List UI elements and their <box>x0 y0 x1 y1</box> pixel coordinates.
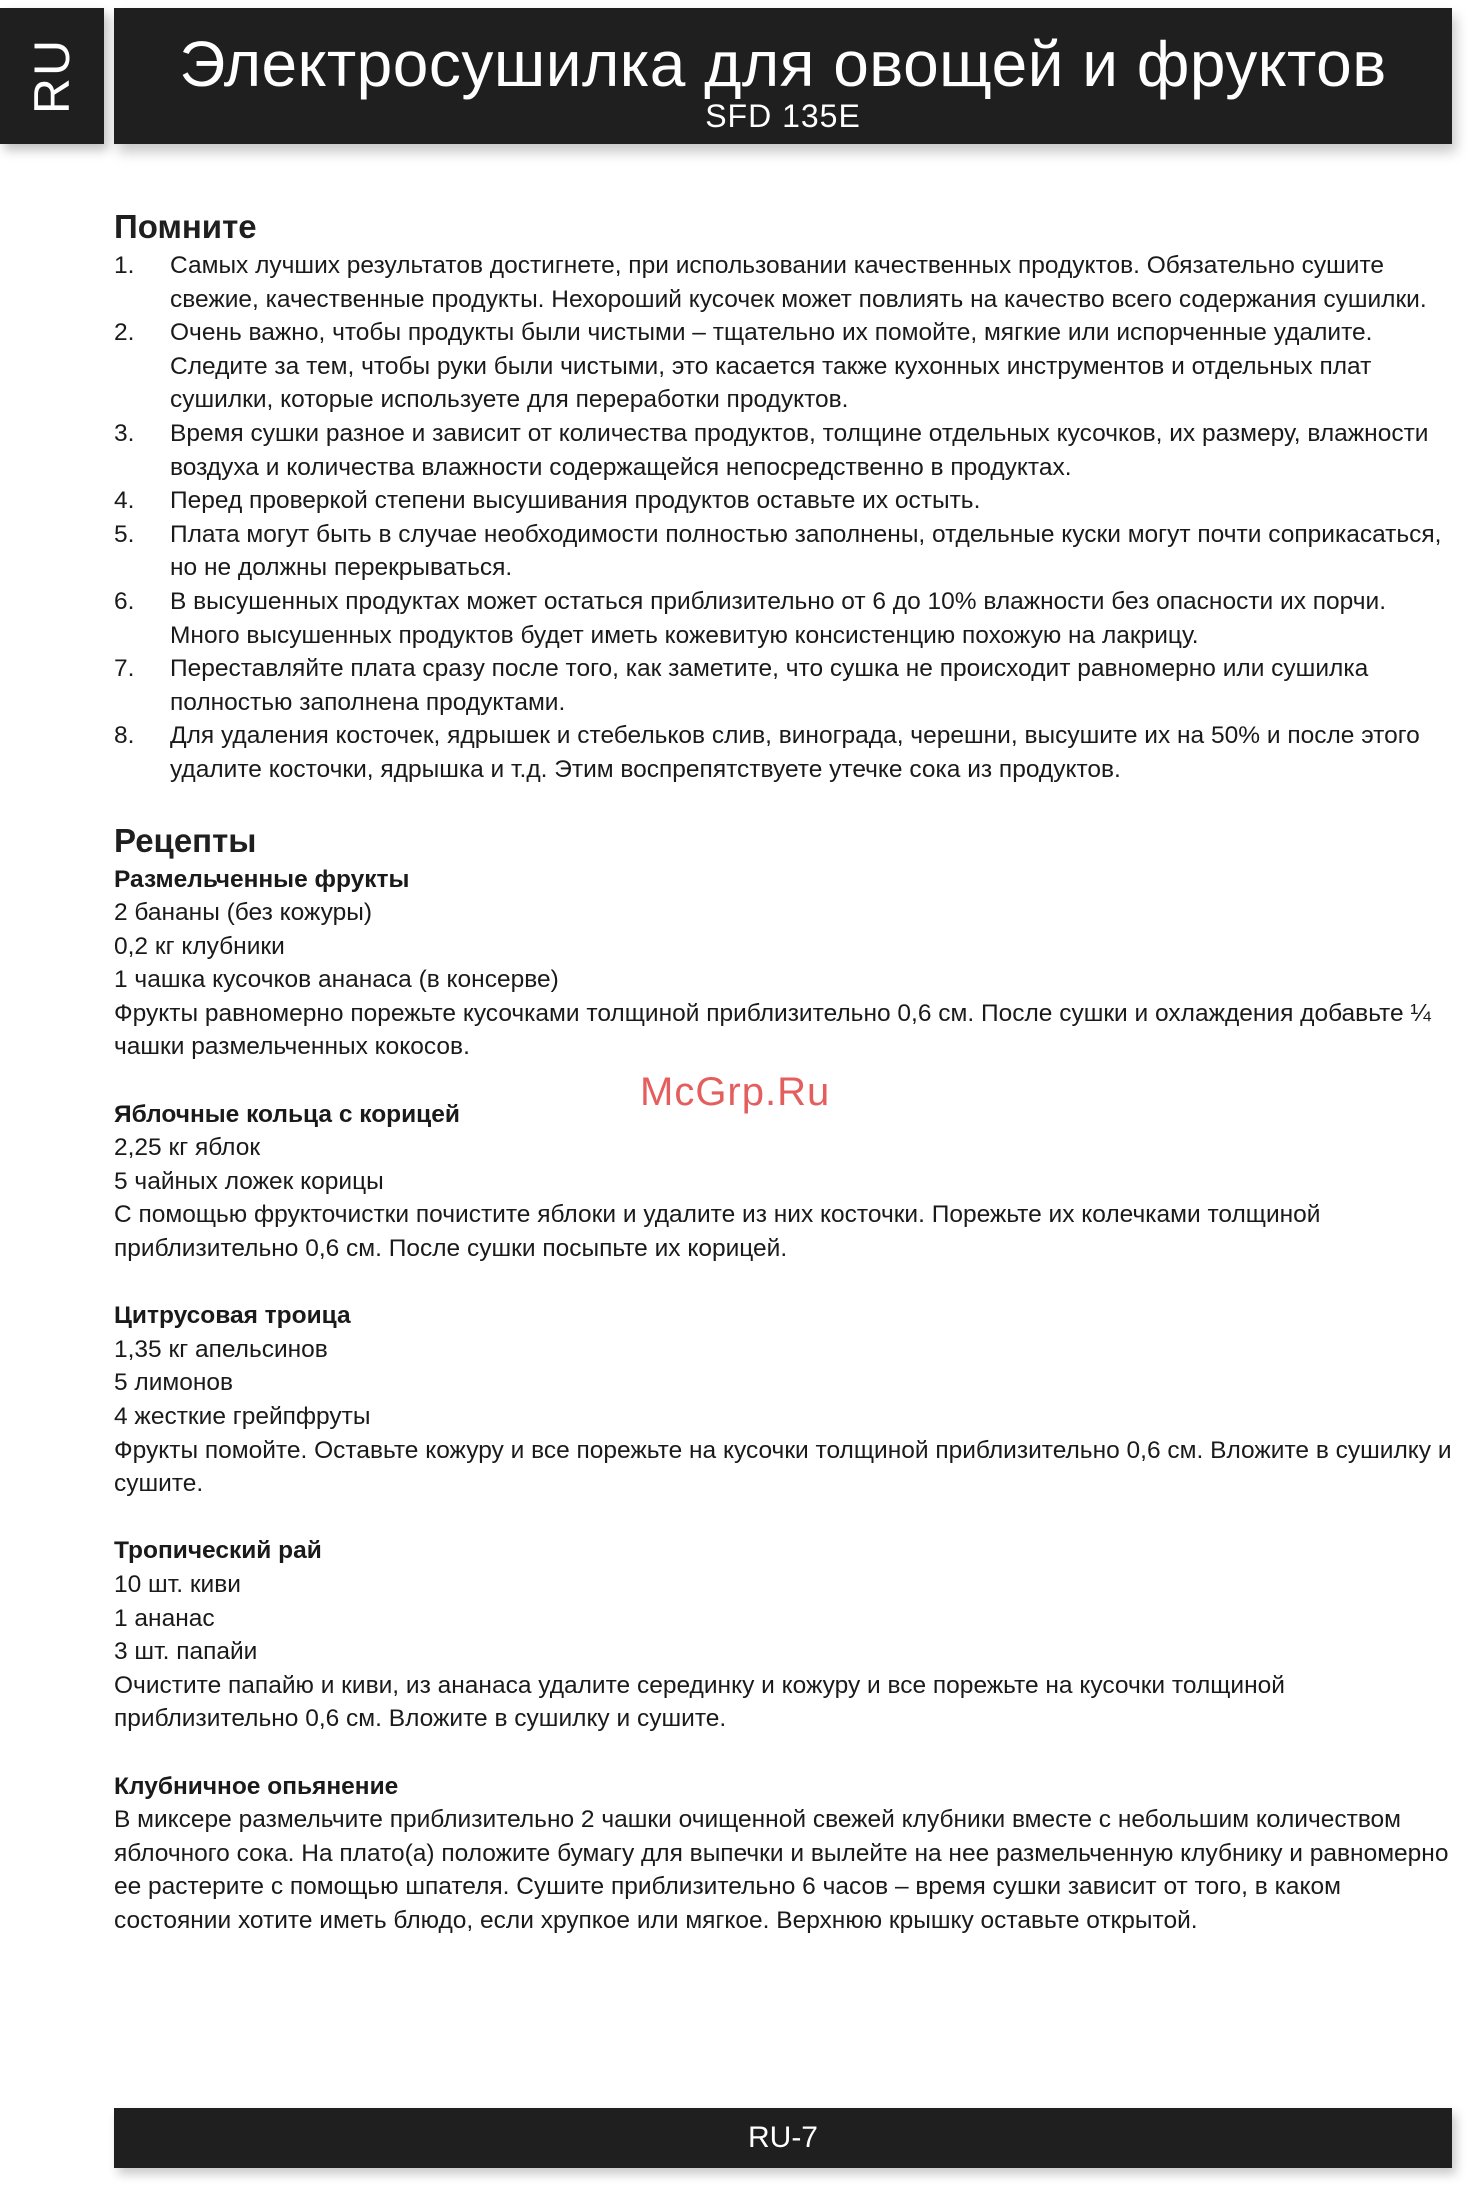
remember-list <box>114 249 1454 787</box>
recipe-ingredient: 10 шт. киви <box>114 1570 241 1598</box>
remember-item <box>114 719 1454 786</box>
remember-item <box>114 484 1454 518</box>
recipe-ingredient: 3 шт. папайи <box>114 1638 258 1666</box>
remember-item-number: 6. <box>114 587 135 615</box>
recipe <box>114 863 1454 1065</box>
recipe <box>114 1299 1454 1501</box>
remember-item-number: 8. <box>114 722 135 750</box>
remember-item-text: Очень важно, чтобы продукты были чистыми – тщательно их помойте, мягкие или испорченные удалите. Следите за тем, чтобы руки были чистыми, это касается также кухонных инструментов и отдельных плат сушилки, которые используете для переработки продуктов. <box>170 319 1373 414</box>
remember-item-number: 2. <box>114 319 135 347</box>
recipe-title: Тропический рай <box>114 1537 322 1565</box>
recipe-instructions: В миксере размельчите приблизительно 2 чашки очищенной свежей клубники вместе с небольшим количеством яблочного сока. На плато(а) положите бумагу для выпечки и вылейте на нее размельченную клубнику и равномерно ее растерите с помощью шпателя. Сушите приблизительно 6 часов – время сушки зависит от того, в каком состоянии хотите иметь блюдо, если хрупкое или мягкое. Верхнюю крышку оставьте открытой. <box>114 1806 1449 1934</box>
recipe-title: Размельченные фрукты <box>114 865 410 893</box>
recipe <box>114 1098 1454 1266</box>
watermark: McGrp.Ru <box>640 1070 831 1114</box>
model-number: SFD 135E <box>705 98 861 134</box>
remember-item <box>114 652 1454 719</box>
language-tab <box>0 8 104 144</box>
recipes-list <box>114 863 1454 1938</box>
remember-item-text: Переставляйте плата сразу после того, как заметите, что сушка не происходит равномерно или сушилка полностью заполнена продуктами. <box>170 655 1369 716</box>
recipe-ingredient: 0,2 кг клубники <box>114 932 285 960</box>
remember-item-text: В высушенных продуктах может остаться приблизительно от 6 до 10% влажности без опасности их порчи. Много высушенных продуктов будет иметь кожевитую консистенцию похожую на лакрицу. <box>170 587 1387 649</box>
remember-item-number: 1. <box>114 252 135 279</box>
recipe-instructions: Очистите папайю и киви, из ананаса удалите серединку и кожуру и все порежьте на кусочки толщиной приблизительно 0,6 см. Вложите в сушилку и сушите. <box>114 1671 1285 1733</box>
remember-item <box>114 249 1454 316</box>
recipe-title: Цитрусовая троица <box>114 1302 351 1330</box>
recipe-ingredient: 1,35 кг апельсинов <box>114 1335 328 1363</box>
recipe-title: Клубничное опьянение <box>114 1772 399 1800</box>
page-footer <box>114 2108 1452 2168</box>
remember-item-text: Перед проверкой степени высушивания продуктов оставьте их остыть. <box>170 487 981 515</box>
remember-item <box>114 316 1454 417</box>
recipe-ingredient: 5 лимонов <box>114 1369 234 1397</box>
recipe-ingredient: 2 бананы (без кожуры) <box>114 899 373 927</box>
remember-heading: Помните <box>114 208 257 245</box>
remember-item <box>114 417 1454 484</box>
language-label: RU <box>24 37 80 115</box>
remember-item <box>114 518 1454 585</box>
recipe-ingredient: 4 жесткие грейпфруты <box>114 1403 371 1430</box>
page-header <box>114 8 1452 144</box>
page-number: RU-7 <box>747 2121 818 2154</box>
recipe <box>114 1770 1454 1938</box>
remember-item-text: Самых лучших результатов достигнете, при использовании качественных продуктов. Обязательно сушите свежие, качественные продукты. Нехороший кусочек может повлиять на качество всего содержания сушилки. <box>170 252 1427 313</box>
recipe-ingredient: 5 чайных ложек корицы <box>114 1167 384 1195</box>
remember-item-number: 4. <box>114 487 135 515</box>
remember-item-text: Плата могут быть в случае необходимости полностью заполнены, отдельные куски могут почти соприкасаться, но не должны перекрываться. <box>170 520 1442 582</box>
remember-item-number: 3. <box>114 419 135 447</box>
recipe-title: Яблочные кольца с корицей <box>114 1100 460 1128</box>
recipe-ingredient: 1 ананас <box>114 1604 215 1632</box>
remember-item-text: Для удаления косточек, ядрышек и стебельков слив, винограда, черешни, высушите их на 50% и после этого удалите косточки, ядрышка и т.д. Этим воспрепятствуете утечке сока из продуктов. <box>170 722 1420 783</box>
recipes-heading: Рецепты <box>114 821 257 859</box>
recipe-ingredient: 1 чашка кусочков ананаса (в консерве) <box>114 966 559 994</box>
page-title: Электросушилка для овощей и фруктов <box>179 28 1387 100</box>
recipe-instructions: Фрукты равномерно порежьте кусочками толщиной приблизительно 0,6 см. После сушки и охлаждения добавьте ¼ чашки размельченных кокосов. <box>114 999 1431 1061</box>
remember-item-text: Время сушки разное и зависит от количества продуктов, толщине отдельных кусочков, их размеру, влажности воздуха и количества влажности содержащейся непосредственно в продуктах. <box>170 419 1429 481</box>
remember-item <box>114 585 1454 652</box>
remember-item-number: 7. <box>114 655 135 683</box>
recipe-instructions: Фрукты помойте. Оставьте кожуру и все порежьте на кусочки толщиной приблизительно 0,6 см. Вложите в сушилку и сушите. <box>114 1436 1452 1498</box>
remember-item-number: 5. <box>114 520 135 548</box>
recipe <box>114 1534 1454 1736</box>
recipe-ingredient: 2,25 кг яблок <box>114 1134 261 1162</box>
recipe-instructions: С помощью фрукточистки почистите яблоки и удалите из них косточки. Порежьте их колечками толщиной приблизительно 0,6 см. После сушки посыпьте их корицей. <box>114 1201 1321 1263</box>
